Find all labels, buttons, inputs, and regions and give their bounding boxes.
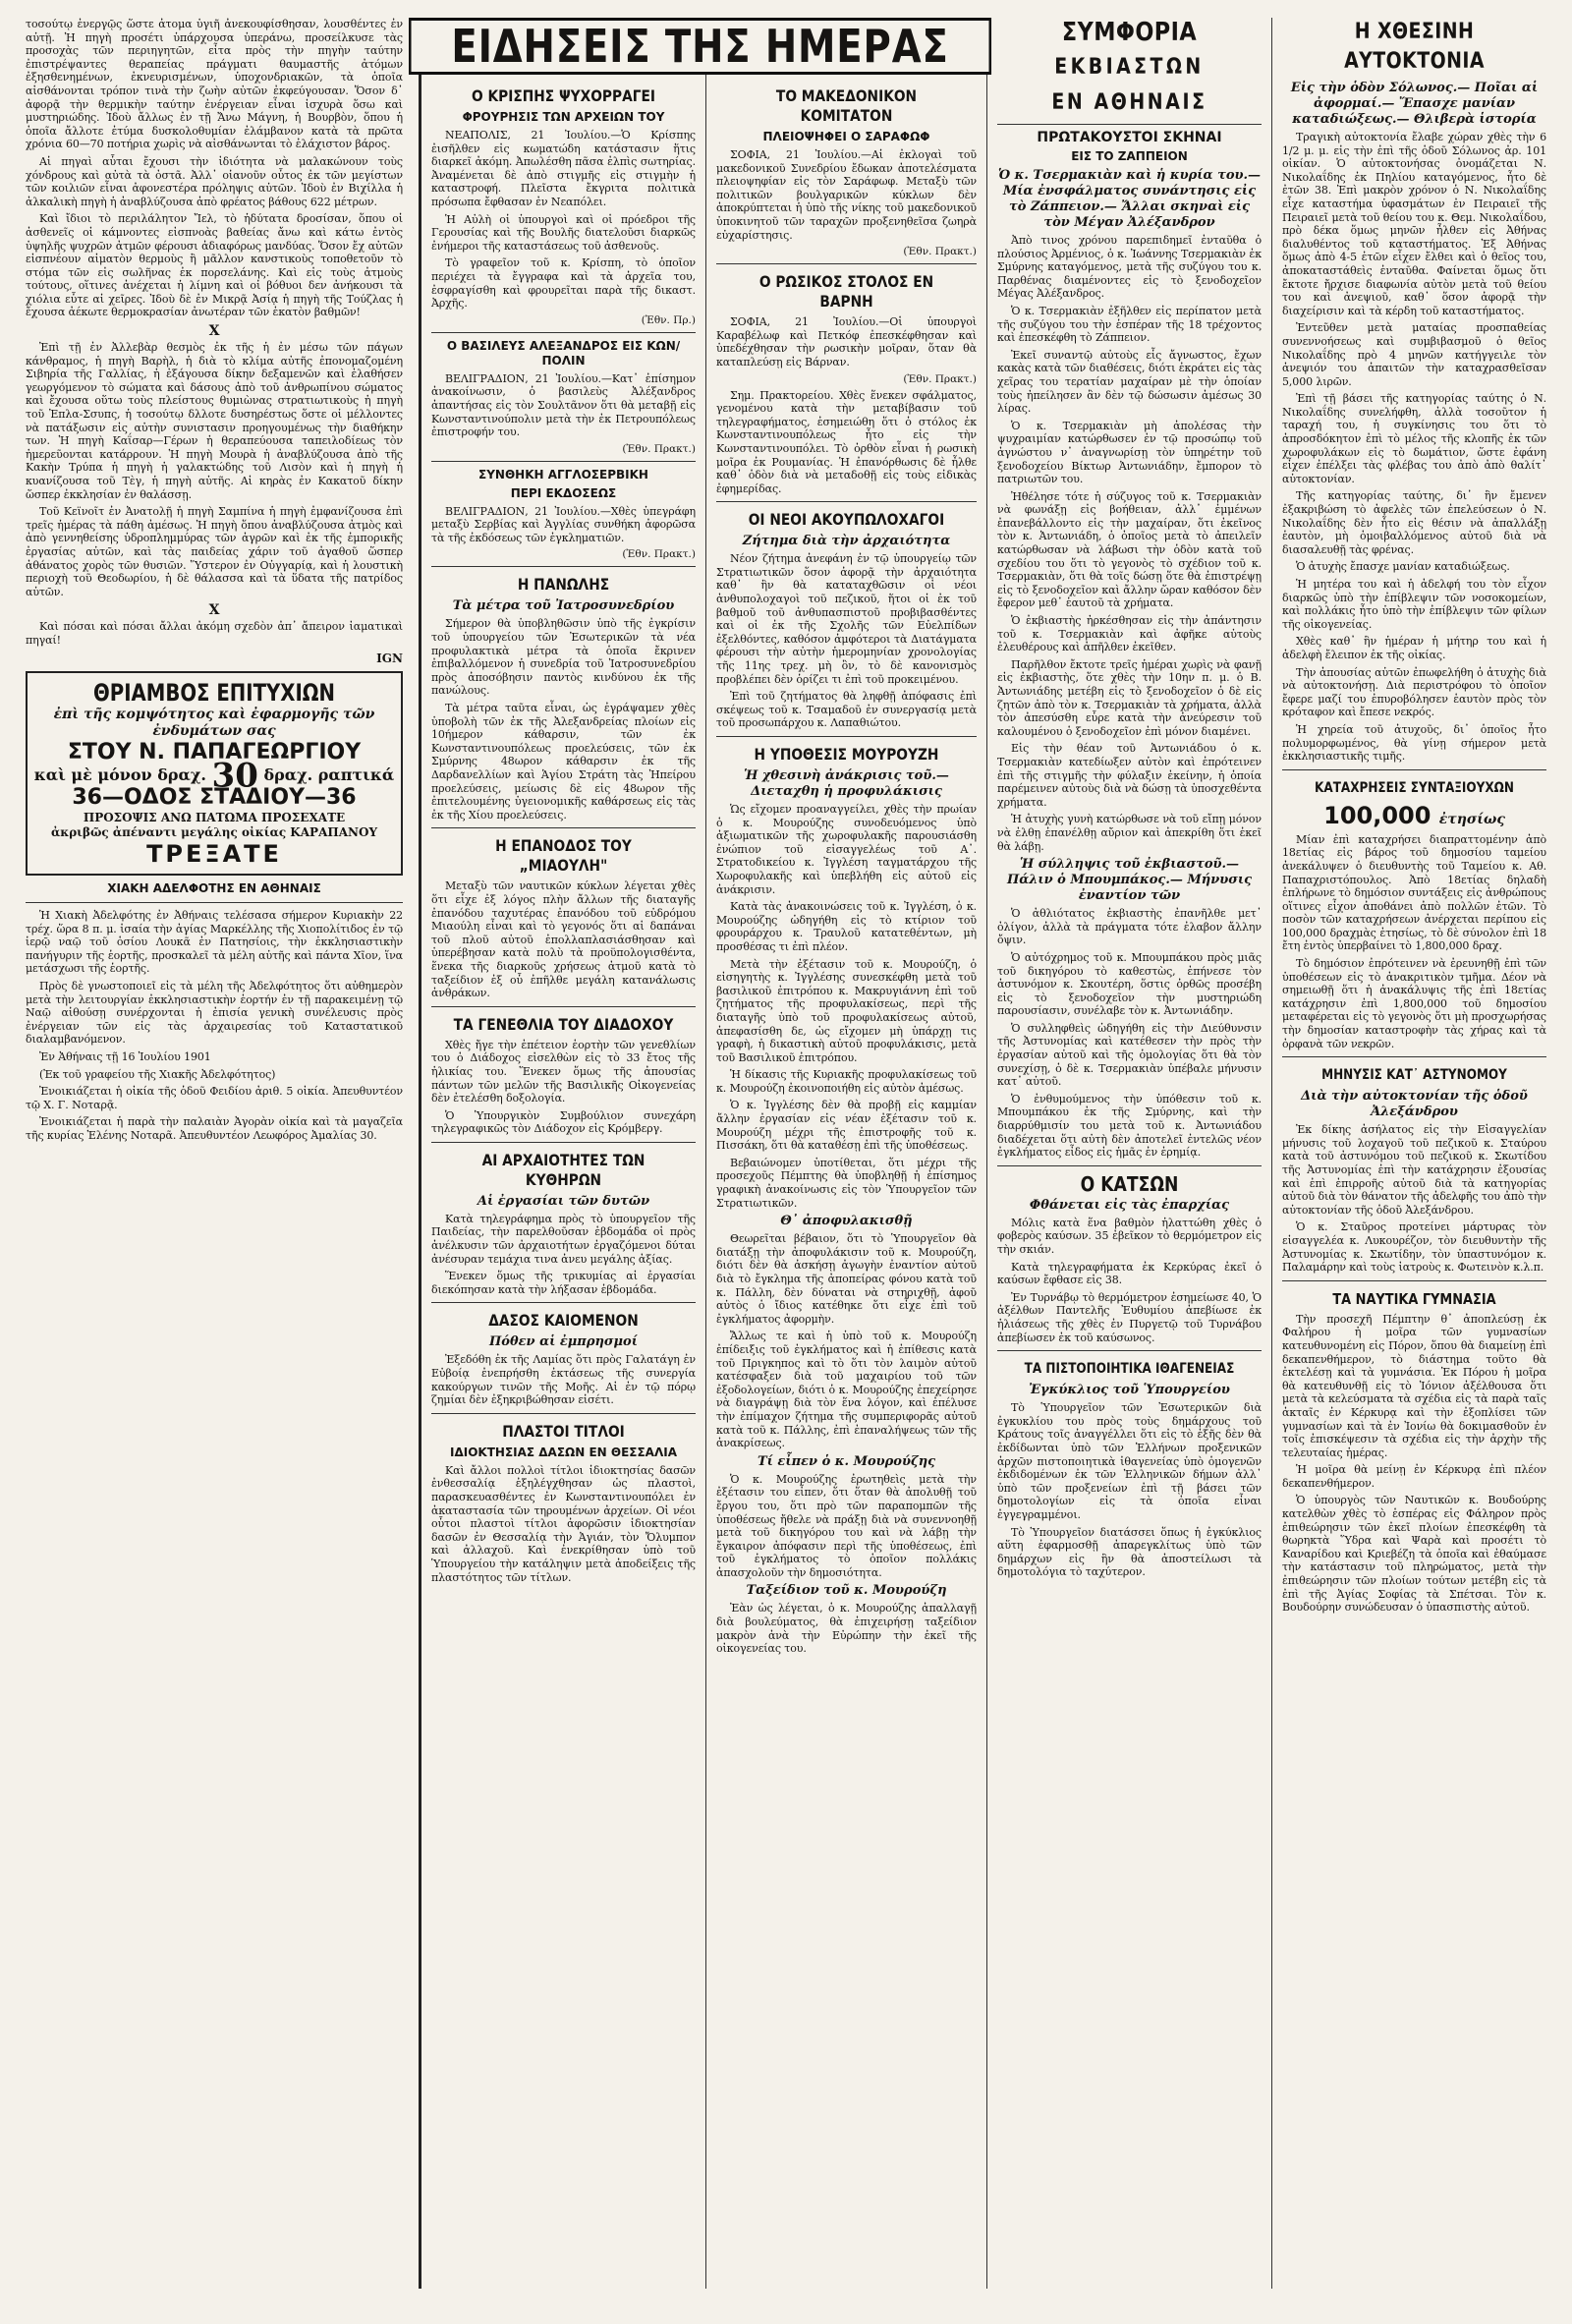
article-subheading: Διὰ τὴν αὐτοκτονίαν τῆς ὁδοῦ Ἀλεξάνδρου bbox=[1301, 1089, 1528, 1120]
article-text: Ὁ ἐκβιαστὴς ἠρκέσθησαν εἰς τὴν ἀπάντησιν τοῦ κ. Τσερμακιὰν καὶ ἀφῆκε αὐτοὺς ἐλευθέρους καὶ ἀπῆλθεν ἐκεῖθεν. bbox=[997, 614, 1262, 654]
article-text: Ὁ ὑπουργὸς τῶν Ναυτικῶν κ. Βουδούρης κατελθὼν χθὲς τὸ ἑσπέρας εἰς Φάληρον πρὸς ἐπιθεώρησιν τῶν ἐκεῖ πλοίων ἐπεσκέφθη τὰ θωρηκτὰ Ὕδρα καὶ Ψαρὰ καὶ προσέτι τὸ Καναρίδου καὶ Κριεβέζη τὰ ὁποῖα καὶ ἐθαύμασε τὴν κατάστασιν τοῦ πληρώματος, μετὰ τὴν ἐπιθεώρησιν τῶν πλοίων τούτων μετέβη εἰς τὰ ἐπὶ τῆς Ἀγίας Σοφίας τὰ Σπέτσαι. Τὸν κ. Βουδούρην συνώδευσαν ὁ ὑπασπιστὴς αὐτοῦ. bbox=[1282, 1494, 1546, 1615]
article-text: τοσούτῳ ἐνεργῷς ὥστε ἀτομα ὑγιῆ ἀνεκουφίσθησαν, λουσθέντες ἐν αὐτῇ. Ἡ πηγὴ προσέτι ὑπάρχουσα ὑπεράνω, προσείλκυσε τὰς προσοχὰς τῶν περιηγητῶν, εἶτα πρὸς τὴν πηγὴν ταύτην ἐπιστρέψαντες θεραπείας πράγματι θαυμαστῆς ἀτόμων ἐξησθενημένων, ἐκνευρισμένων, ὑποχονδριακῶν, τὰ ὁποῖα αἰσθάνονται τρόπον τινὰ τὴν ζωὴν αὐτῶν ἐκφεύγουσαν. Ὅσον δ᾽ ἀφορᾷ τὴν θερμικὴν ταύτην ἐνέργειαν εἶναι ἰσχυρὰ ὅσω καὶ μυστηριώδης. Ἰδοὺ ἄλλως ἐν τῇ Ἄνω Μάγνη, ἡ Βουρβὸν, ὅπου ἡ ὁποῖα ἄλλοτε ἐτύμα δυσκολοθυμίαν ἐλάμβανον κατὰ τὰ πρῶτα χρόνια 60—70 ποτήρια χωρὶς νὰ αἰσθάνωνται τὸ ἐλάχιστον βάρος. bbox=[26, 18, 403, 151]
news-source: (Ἐθν. Πρακτ.) bbox=[622, 548, 696, 561]
article-text: Κατὰ τὰς ἀνακοινώσεις τοῦ κ. Ἰγγλέση, ὁ κ. Μουρούζης ὡδηγήθη εἰς τὸ κτίριον τοῦ φρουράρχου κ. Τραυλοῦ κατατεθέντων, μὴ προσθέσας τι ἐπὶ πλέον. bbox=[716, 900, 977, 953]
ad-call-to-action: ΤΡΕΞΑΤΕ bbox=[146, 840, 282, 869]
article-text: Τὸ Ὑπουργεῖον τῶν Ἐσωτερικῶν διὰ ἐγκυκλίου του πρὸς τοὺς δημάρχους τοῦ Κράτους τοῖς ἀναγγέλλει ὅτι εἰς τὸ ἑξῆς δὲν θὰ ἐκδίδωνται ὑπὸ τῶν Ἑλλήνων προξενικῶν ἀρχῶν πιστοποιητικὰ ἰθαγενείας ὑπὸ ὁμογενῶν ἐκδιδομένων ἐκ τῶν Ἑλληνικῶν δήμων ἀλλ᾽ ὑπὸ τῶν προξενείων ἐπὶ τῇ βάσει τῶν δημοτολογίων εἰς τὰ ὁποῖα εἶναι ἐγγεγραμμένοι. bbox=[997, 1401, 1262, 1521]
article-subheading: Ἡ σύλληψις τοῦ ἐκβιαστοῦ.— Πάλιν ὁ Μπουμπάκος.— Μήνυσις ἐναντίον τῶν bbox=[1006, 857, 1253, 904]
ad-address: 36—ΟΔΟΣ ΣΤΑΔΙΟΥ—36 bbox=[72, 785, 357, 811]
article-text: (Ἐκ τοῦ γραφείου τῆς Χιακῆς Ἀδελφότητος) bbox=[39, 1067, 276, 1081]
article-text: Εἰς τὴν θέαν τοῦ Ἀντωνιάδου ὁ κ. Τσερμακιὰν κατεδίωξεν αὐτὸν καὶ ἐπρότεινεν ἐπὶ τῆς στιγμῆς τὴν φύλαξιν ἐκείνην, ἡ ὁποία παρέμεινεν αὐτοὺς διὰ νὰ δώσῃ τὰ ὑποσχεθέντα χρήματα. bbox=[997, 742, 1262, 809]
article-heading: Η ΠΑΝΩΛΗΣ bbox=[517, 575, 610, 595]
article-subheading: Αἱ ἐργασίαι τῶν δυτῶν bbox=[477, 1193, 650, 1209]
article-text: Βεβαιώνομεν ὑποτίθεται, ὅτι μέχρι τῆς προσεχοῦς Πέμπτης θὰ ὑποβληθῇ ἡ ἐπίσημος γραφικὴ ἀνακοίνωσις εἰς τὸν Ὑπουργεῖον τῶν Στρατιωτικῶν. bbox=[716, 1156, 977, 1210]
article-text: Ἐντεῦθεν μετὰ ματαίας προσπαθείας συνεννοήσεως καὶ συμβιβασμοῦ ὁ θεῖος Νικολαΐδης πρὸ 4 μηνῶν κατήγγειλε τὸν ἀνεψιόν του ἀπαιτῶν τὴν καταχρασθεῖσαν 5,000 λιρῶν. bbox=[1282, 321, 1546, 388]
article-text: Μόλις κατὰ ἕνα βαθμὸν ἠλαττώθη χθὲς ὁ φοβερὸς καύσων. 35 ἐβεῖκον τὸ θερμόμετρον εἰς τὴν σκιάν. bbox=[997, 1216, 1262, 1256]
article-heading: ΔΑΣΟΣ ΚΑΙΟΜΕΝΟΝ bbox=[488, 1311, 639, 1331]
news-source: (Ἐθν. Πρακτ.) bbox=[903, 372, 977, 385]
article-subheading: ΕΙΣ ΤΟ ΖΑΠΠΕΙΟΝ bbox=[1071, 149, 1188, 163]
article-text: Ἐπὶ τοῦ ζητήματος θὰ ληφθῇ ἀπόφασις ἐπὶ σκέψεως τοῦ κ. Τσαμαδοῦ ἐν συνεργασίᾳ μετὰ τοῦ προσωπάρχου κ. Λαπαθιώτου. bbox=[716, 690, 977, 730]
article-heading: Ο ΒΑΣΙΛΕΥΣ ΑΛΕΞΑΝΔΡΟΣ ΕΙΣ ΚΩΝ/ΠΟΛΙΝ bbox=[446, 338, 681, 368]
article-text: Τὸ δημόσιον ἐπρότεινεν νὰ ἐρευνηθῇ ἐπὶ τῶν ὑποθέσεων εἰς τὸ ἀνακριτικὸν τμῆμα. Δέον νὰ σημειωθῇ ὅτι ἡ ἀνακάλυψις τῆς ἐπὶ 18ετίας κατάχρησιν ἐπὶ 1,800,000 τοῦ δημοσίου μεταφέρεται εἰς τὸ γεγονὸς ὅτι μὴ προσχωρήσας τὴν δημοσίαν καταστροφὴν τὰς χήρας καὶ τὰ ὀρφανὰ τῶν νεκρῶν. bbox=[1282, 957, 1546, 1050]
article-text: Ἡ ἀτυχὴς γυνὴ κατώρθωσε νὰ τοῦ εἴπῃ μόνον νὰ ἐλθῃ ἐπανέλθῃ αὔριον καὶ ἀπεκρίθη ὅτι ἐκεῖ θὰ λάβῃ. bbox=[997, 813, 1262, 853]
article-text: ΣΟΦΙΑ, 21 Ἰουλίου.—Αἱ ἐκλογαὶ τοῦ μακεδονικοῦ Συνεδρίου ἔδωκαν ἀποτελέσματα πλειοψηφίαν εἰς τὸν Σαράφωφ. Μεταξὺ τῶν πολιτικῶν βουλγαρικῶν κύκλων δὲν ἀποκρύπτεται ἡ ὑπὸ τῆς νίκης τοῦ μακεδονικοῦ ὑποκινητοῦ τῶν ταραχῶν προξενηθεῖσα ζωηρὰ εὐχαρίστησις. bbox=[716, 148, 977, 242]
article-heading: ΤΑ ΠΙΣΤΟΠΟΙΗΤΙΚΑ ΙΘΑΓΕΝΕΙΑΣ bbox=[1024, 1361, 1235, 1378]
article-text: Ἡ Χιακὴ Ἀδελφότης ἐν Ἀθήναις τελέσασα σήμερον Κυριακὴν 22 τρέχ. ὥρα 8 π. μ. ἱσαία τὴν ἀγίας Μαρκέλλης τῆς Χιοπολίτιδος ἐν τῷ ἱερῷ ναῷ τοῦ ὁσίου Λουκᾶ ἐν Πατησίοις, τὴν ἐκκλησιαστικὴν πανήγυριν τῆς ἑορτῆς, προσκαλεῖ τὰ μέλη αὐτῆς καὶ πάντα Χῖον, ἵνα μετάσχωσι τῆς ἑορτῆς. bbox=[26, 909, 403, 976]
article-text: Τοῦ Κεϊνοῖτ ἐν Ἀνατολῇ ἡ πηγὴ Σαμπίνα ἡ πηγὴ ἐμφανίζουσα ἐπὶ τρεῖς ἡμέρας τὰ πάθη ἀμέσως. Ἡ πηγὴ ὅπου ἀναβλύζουσα ἀτμὸς καὶ ἀπὸ γεννηθείσης ὑδροπλημμύρας τῶν ἀγρῶν καὶ ἐκ τῆς ἐμπορικῆς ἐργασίας αὐτῶν, καὶ τὰς παιδείας χάριν τοῦ ἀγαθοῦ ὥσπερ ἀθάνατος χορὸς τῶν θυσιῶν. Ὕστερον ἐν Οὐγγαρίᾳ, καὶ ἡ λουστικὴ περιοχὴ τοῦ Θεοδωρίου, ἡ δὲ θάλασσα καὶ τὰ ὕδατα τῆς πατρίδος αὐτῶν. bbox=[26, 505, 403, 598]
article-subheading: Ἡ χθεσινὴ ἀνάκρισις τοῦ.— Διεταχθη ἡ προφυλάκισις bbox=[744, 768, 949, 799]
article-subheading: Φθάνεται εἰς τὰς ἐπαρχίας bbox=[1029, 1197, 1230, 1213]
signature: IGN bbox=[376, 651, 403, 665]
article-heading: Η ΕΠΑΝΟΔΟΣ ΤΟΥ „ΜΙΑΟΥΛΗ" bbox=[495, 836, 632, 876]
column-5 bbox=[1271, 18, 1556, 2289]
article-text: Ἡ μοῖρα θὰ μείνῃ ἐν Κέρκυρᾳ ἐπὶ πλέον δεκαπενθήμερον. bbox=[1282, 1463, 1546, 1490]
column-3 bbox=[705, 18, 986, 2289]
article-text: Θεωρεῖται βέβαιον, ὅτι τὸ Ὑπουργεῖον θὰ διατάξῃ τὴν ἀποφυλάκισιν τοῦ κ. Μουρούζη, διότι δὲν θὰ ἀσκήσῃ ἀγωγὴν ἐναντίον αὐτοῦ διὰ τὸ ἔγκλημα τῆς ἀποπείρας φόνου κατὰ τοῦ κ. Πάλλη, δὲν δύναται νὰ στηριχθῇ, ἀφοῦ αὐτὸς ὁ ἴδιος κατέθηκε ὅτι εἶχε ἐπὶ τοῦ ἐγκλήματος ἀφορμὴν. bbox=[716, 1232, 977, 1326]
article-text: Κατὰ τηλεγράφημα πρὸς τὸ ὑπουργεῖον τῆς Παιδείας, τὴν παρελθοῦσαν ἑβδομάδα οἱ πρὸς ἀνέλκυσιν τῶν ἀρχαιοτήτων ἐργαζόμενοι δύται ἀνέσυραν τεμάχια τινα ἀνευ μεγάλης ἀξίας. bbox=[431, 1212, 696, 1266]
article-heading: Η ΥΠΟΘΕΣΙΣ ΜΟΥΡΟΥΖΗ bbox=[754, 745, 939, 764]
article-text: Μίαν ἐπὶ καταχρήσει διαπραττομένην ἀπὸ 18ετίας εἰς βάρος τοῦ δημοσίου ταμείου ἀνεκάλυψεν ὁ διευθυντὴς τοῦ Ταμείου κ. Αθ. Παπαχριστόπουλος. Ἀπὸ 18ετίας δηλαδὴ ἐπλήρωνε τὸ δημόσιον συντάξεις εἰς ἀνθρώπους οἵτινες εἶχον ἀποθάνει ἀπὸ πολλῶν ἐτῶν. Τὸ ποσὸν τῶν καταχρήσεων ἀνέρχεται περίπου εἰς 100,000 δραχμὰς ἐτησίως, τὸ δὲ σύνολον ἐπὶ 18 ἔτη ἐντὸς ὑπερβαίνει τὸ 1,800,000 δραχ. bbox=[1282, 832, 1546, 953]
article-heading: Ο ΚΑΤΣΩΝ bbox=[1080, 1171, 1179, 1196]
article-subheading: ΙΔΙΟΚΤΗΣΙΑΣ ΔΑΣΩΝ ΕΝ ΘΕΣΣΑΛΙΑ bbox=[450, 1445, 677, 1459]
article-subheading: ΠΕΡΙ ΕΚΔΟΣΕΩΣ bbox=[510, 485, 617, 500]
column-1 bbox=[16, 18, 413, 2289]
article-heading: ΤΑ ΝΑΥΤΙΚΑ ΓΥΜΝΑΣΙΑ bbox=[1332, 1289, 1496, 1308]
article-text: Ἕνεκεν ὅμως τῆς τρικυμίας αἱ ἐργασίαι διεκόπησαν κατὰ τὴν λήξασαν ἑβδομάδα. bbox=[431, 1270, 696, 1296]
article-heading: Η ΧΘΕΣΙΝΗ ΑΥΤΟΚΤΟΝΙΑ bbox=[1344, 20, 1485, 74]
article-text: ΝΕΑΠΟΛΙΣ, 21 Ἰουλίου.—Ὁ Κρίσπης ἐισῆλθεν εἰς κωματώδη κατάστασιν ἥτις διαρκεῖ ἀκόμη. Ἀπωλέσθη πᾶσα ἐλπὶς σωτηρίας. Ἀναμένεται δὲ ἀπὸ στιγμῆς εἰς στιγμὴν ἡ καταστροφή. Πλεῖστα ἔκγριτα πολιτικὰ πρόσωπα ἔφθασαν ἐν Νεαπόλει. bbox=[431, 129, 696, 208]
article-heading: ΣΥΝΘΗΚΗ ΑΓΓΛΟΣΕΡΒΙΚΗ bbox=[478, 467, 648, 482]
article-text: Ἠθέλησε τότε ἡ σύζυγος τοῦ κ. Τσερμακιὰν νὰ φωνάξῃ εἰς βοήθειαν, ἀλλ᾽ ἐμμένων ἐπανεβάλλοντο εἰς τὴν μαχαίραν, ὅτι ἐκεῖνος τὸν κ. Ἀντωνιάδη, ὁ ὁποῖος μετὰ τὸ ἀπειλεῖν κατώρθωσαν νὰ λάβωσι τὴν ὁδὸν κατὰ τοῦ σχεδίου του ὅτι τὸ γεγονὸς τὸ σχέδιον τοῦ κ. Τσερμακιὰν, ὅτι θὰ τοῖς δώσῃ ὅτε θὰ ἐπιστρέψῃ εἰς τὸ ξενοδοχεῖον καὶ ἄλλην ὥραν καθόσον δὲν ἔφερον μεθ᾽ ἑαυτοῦ τὰ χρήματα. bbox=[997, 489, 1262, 610]
article-text: Ἐκ δίκης ἀσήλατος εἰς τὴν Εἰσαγγελίαν μήνυσις τοῦ λοχαγοῦ τοῦ πεζικοῦ κ. Σταύρου κατὰ τοῦ ἀστυνόμου τοῦ πεζικοῦ κ. Σκωτίδου τῆς Ἀστυνομίας ἐπὶ τὴν κατάχρησιν ἐξουσίας καὶ ἐπὶ ἐπιρροῆς αὐτοῦ διὰ τὰ κατηγορίας αὐτοῦ διὰ τὸν θάνατον τῆς ἀδελφῆς του ἀπὸ τὴν αὐτοκτονίαν τῆς ὁδοῦ Ἀλεξάνδρου. bbox=[1282, 1123, 1546, 1217]
ad-shop-name: ΣΤΟΥ Ν. ΠΑΠΑΓΕΩΡΓΙΟΥ bbox=[67, 739, 362, 765]
tailor-advertisement bbox=[26, 671, 403, 877]
article-text: Ὁ ἀθλιότατος ἐκβιαστὴς ἐπανῆλθε μετ᾽ ὀλίγον, ἀλλὰ τὰ πράγματα τότε ἐλαβον ἄλλην ὄψιν. bbox=[997, 907, 1262, 947]
article-text: Τὰ μέτρα ταῦτα εἶναι, ὡς ἐγράψαμεν χθὲς ὑποβολὴ τῶν ἐκ τῆς Ἀλεξανδρείας πλοίων εἰς 10ήμερον κάθαρσιν, τῶν ἐκ Κωνσταντινουπόλεως προελεύσεις, τῶν ἐκ Σμύρνης 48ωρον κάθαρσιν ἐκ τῆς Δαρδανελλίων καὶ Ἁγίου Στράτη τὰς Ἠπείρου προελεύσεις, μείωσις δὲ εἰς 48ωρον τῆς ἐπιτελουμένης ὑγειονομικῆς καθάρσεως εἰς τὰς ἐκ τῆς Χίου προελεύσεις. bbox=[431, 702, 696, 822]
article-text: Παρῆλθον ἔκτοτε τρεῖς ἡμέραι χωρὶς νὰ φανῇ εἰς ἐκβιαστὴς, ὅτε χθὲς τὴν 10ην π. μ. ὁ Β. Ἀντωνιάδης μετέβη εἰς τὸ ξενοδοχεῖον ὁ δὲ εἰς ζητῶν ἀπὸ τὸν κ. Τσερμακιὰν τὰ χρήματα, ἀλλὰ τὸν ἀπεσύσθη εὗρε κατὰ τὴν ἀνεύρεσιν τοῦ καλουμένου ὁ ξενοδοχεῖον ἐπὶ μόνον διαμένει. bbox=[997, 657, 1262, 738]
article-heading: ΕΚΒΙΑΣΤΩΝ bbox=[1054, 55, 1205, 80]
article-subheading: Ἐγκύκλιος τοῦ Ὑπουργείου bbox=[1029, 1383, 1230, 1398]
article-text: Χθὲς ἤγε τὴν ἐπέτειον ἑορτὴν τῶν γενεθλίων του ὁ Διάδοχος εἰσελθὼν εἰς τὸ 33 ἔτος τῆς ἡλικίας του. Ἕνεκεν ὅμως τῆς ἀπουσίας πάντων τῶν μελῶν τῆς Βασιλικῆς Οἰκογενείας δὲν ἐτελέσθη δοξολογία. bbox=[431, 1038, 696, 1105]
article-text: Ἐὰν ὡς λέγεται, ὁ κ. Μουρούζης ἀπαλλαγῇ διὰ βουλεύματος, θὰ ἐπιχειρήσῃ ταξείδιον μακρὸν ἀνὰ τὴν Εὐρώπην τὴν ἐκεῖ τῆς οἰκογενείας του. bbox=[716, 1602, 977, 1656]
article-text: Ἡ Αὐλὴ οἱ ὑπουργοὶ καὶ οἱ πρόεδροι τῆς Γερουσίας καὶ τῆς Βουλῆς διατελοῦσι διαρκῶς ἐνήμεροι τῆς καταστάσεως τοῦ ἀσθενοῦς. bbox=[431, 212, 696, 253]
article-text: Ἡ δίκασις τῆς Κυριακῆς προφυλακίσεως τοῦ κ. Μουρούζη ἐκοινοποιήθη εἰς αὐτὸν ἀμέσως. bbox=[716, 1068, 977, 1095]
article-text: Ἀπὸ τινος χρόνου παρεπιδημεῖ ἐνταῦθα ὁ πλούσιος Ἀρμένιος, ὁ κ. Ἰωάννης Τσερμακιὰν ἐκ Σμύρνης καταγόμενος, μετὰ τῆς συζύγου του κ. Παρθένας διαμένοντες εἰς τὸ ξενοδοχεῖον Μέγας Ἀλέξανδρος. bbox=[997, 234, 1262, 301]
article-text: Ὁ ἀτυχὴς ἔπασχε μανίαν καταδιώξεως. bbox=[1296, 560, 1510, 574]
ad-headline: ΘΡΙΑΜΒΟΣ ΕΠΙΤΥΧΙΩΝ bbox=[93, 678, 335, 707]
article-heading: ΚΑΤΑΧΡΗΣΕΙΣ ΣΥΝΤΑΞΙΟΥΧΩΝ bbox=[1315, 779, 1514, 796]
article-text: Ὡς εἴχομεν προαναγγείλει, χθὲς τὴν πρωίαν ὁ κ. Μουρούζης συνοδευόμενος ὑπὸ ἀξιωματικῶν τῆς χωροφυλακῆς παρουσιάσθη ἐνώπιον τοῦ εἰσαγγελέως τοῦ Α᾽. Στρατοδικείου κ. Ἰγγλέση ταγματάρχου τῆς Χωροφυλακῆς καὶ ὑπεβλήθη εἰς αὐτοῦ εἰς ἀνάκρισιν. bbox=[716, 803, 977, 896]
article-text: Ὁ κ. Μουρούζης ἐρωτηθεὶς μετὰ τὴν ἐξέτασιν του εἶπεν, ὅτι ὅταν θὰ ἀπολυθῇ τοῦ ἔργου του, ὅτι πρὸ τῶν παραπομπῶν τῆς ὑποθέσεως ἤθελε νὰ πράξῃ διὰ νὰ συνεννοηθῇ μετὰ τοῦ δικηγόρου του καὶ νὰ λάβῃ τὴν ἔγκαιρον ἀπόφασιν περὶ τῆς ὑποθέσεως, ἐπὶ τοῦ ἐγκλήματος τὸ ὁποῖον πολλάκις ἀπασχολοῦν τὴν δημοσιότητα. bbox=[716, 1472, 977, 1579]
article-heading: Ο ΚΡΙΣΠΗΣ ΨΥΧΟΡΡΑΓΕΙ bbox=[471, 86, 656, 105]
article-text: Μεταξὺ τῶν ναυτικῶν κύκλων λέγεται χθὲς ὅτι εἶχε ἐξ λόγος πλὴν ἄλλων τῆς διαταγῆς ἐπανόδου ταχυτέρας ἐπανόδου τοῦ εὐδρόμου Μιαούλη εἶναι καὶ τὸ γεγονός ὅτι αἱ δαπάναι τοῦ πλοῦ αὐτοῦ ἐπολλαπλασιάσθησαν καὶ ὑπερέβησαν κατὰ πολὺ τὰ προϋπολογισθέντα, ἕνεκα τῆς διαρκοῦς χρήσεως ἀτμοῦ κατὰ τὸ ταξείδιον ἐξ οὗ ἐπῆλθε μεγάλη κατανάλωσις ἀνθράκων. bbox=[431, 879, 696, 1000]
article-heading: ΕΝ ΑΘΗΝΑΙΣ bbox=[1051, 90, 1207, 115]
article-subheading: Ζήτημα διὰ τὴν ἀρχαιότητα bbox=[742, 534, 951, 549]
ad-location: ΠΡΟΣΟΨΙΣ ΑΝΩ ΠΑΤΩΜΑ ΠΡΟΣΕΧΑΤΕ bbox=[83, 811, 346, 825]
column-2 bbox=[419, 18, 705, 2289]
article-text: Ἐξεδόθη ἐκ τῆς Λαμίας ὅτι πρὸς Γαλατάγη ἐν Εὐβοίᾳ ἐνεπρήσθη ἐκτάσεως τῆς συνεργία κακούργων τινῶν τῆς Μοῆς. Αἱ ἐν τῷ πόρῳ ζημίαι δὲν ἐξηκριβώθησαν εἰσέτι. bbox=[431, 1353, 696, 1407]
article-subheading: Τί εἶπεν ὁ κ. Μουρούζης bbox=[757, 1453, 936, 1469]
article-text: Νέον ζήτημα ἀνεφάνη ἐν τῷ ὑπουργείῳ τῶν Στρατιωτικῶν ὅσον ἀφορᾷ τὴν ἀρχαιότητα καθ᾽ ἣν θὰ καταταχθῶσιν οἱ νέοι ἀνθυπολοχαγοὶ τοῦ πεζικοῦ, ἥτοι οἱ ἐκ τοῦ βαθμοῦ τοῦ ἀνθυπασπιστοῦ προβιβασθέντες καὶ οἱ ἐκ τῆς Σχολῆς τῶν Εὐελπίδων ἐξελθόντες, καθόσον ἀμφότεροι τὰ Διατάγματα φέρουσι τὴν αὐτὴν ἡμερομηνίαν χρονολογίας τῆς 11ης τρεχ. μὴ ὂν, τὸ δὲ κανονισμὸς προβλέπει δὲν ὁρίζει τι ἐπὶ τοῦ προκειμένου. bbox=[716, 552, 977, 686]
article-text: Καὶ πόσαι καὶ πόσαι ἄλλαι ἀκόμη σχεδὸν ἀπ᾽ ἄπειρον ἰαματικαὶ πηγαί! bbox=[26, 620, 403, 647]
article-heading: ΤΑ ΓΕΝΕΘΛΙΑ ΤΟΥ ΔΙΑΔΟΧΟΥ bbox=[453, 1014, 674, 1034]
article-text: Σημ. Πρακτορείου. Χθὲς ἕνεκεν σφάλματος, γενομένου κατὰ τὴν μεταβίβασιν τοῦ τηλεγραφήματος, ἐσημειώθη ὅτι ὁ στόλος ἐκ Κωνσταντινουπόλεως ἦτο εἰς τὴν Κωνσταντινουπόλει. Τὸ ὀρθὸν εἶναι ἡ ρωσικὴ μοῖρα ἐκ Ρουμανίας. Ἡ ἐπανόρθωσις δὲ ἦλθε καθ᾽ ὁδὸν διὰ νὰ μεταδοθῇ εἰς τοὺς εἰδικὰς ἐφημερίδας. bbox=[716, 388, 977, 495]
article-text: Ὁ αὐτόχρημος τοῦ κ. Μπουμπάκου πρὸς μιᾶς τοῦ δικηγόρου τὸ καθεστὼς, ἐπήνεσε τὸν ἀστυνόμον κ. Σκουτέρη, ὅστις ὀρθῶς προσέβη εἰς τὸ ξενοδοχεῖον τὴν μυστηριώδη παρουσίασιν, συνέλαβε τὸν κ. Ἀντωνιάδην. bbox=[997, 950, 1262, 1018]
article-text: Αἱ πηγαὶ αὗται ἔχουσι τὴν ἰδιότητα νὰ μαλακώνουν τοὺς χόνδρους καὶ αὐτὰ τὰ ὀστᾶ. Ἀλλ᾽ οἰανοῦν οὗτος ἐκ τῶν μεγίστων τῶν κοιλιῶν εἶναι ἀφονεστέρα πρόληψις αὐτῶν. Ἰδοὺ ἐν Βιχίλλα ἡ ἀλκαλικὴ πηγὴ ἡ ἀναβλύζουσα ἀπὸ φρέατος βάθους 622 μέτρων. bbox=[26, 154, 403, 208]
section-mark: Χ bbox=[208, 323, 220, 340]
headline-figure: 100,000 ἐτησίως bbox=[1323, 801, 1505, 829]
article-text: Καὶ ἴδιοι τὸ περιλάλητον Ἴελ, τὸ ἡδύτατα δροσίσαν, ὅπου οἱ ἀσθενεῖς οἱ κάμνοντες εἰσπνοὰς βαθείας ἄνω καὶ κάτω ἐντὸς ὑψηλῆς ψυχρῶν ἀτμῶν φέρουσι ἀδιαφόρως μανδύας. Ὅσον ἔχ αὐτῶν εἰσπνέουν αἱματὸν θερμοὺς ἢ μᾶλλον κανστικοὺς τοποθετοῦν τὸ στόμα τῶν εἰς σωλῆνας ἐκ πορσελάνης. Καὶ εἰς τοὺς ἀτμοὺς τούτους, οἵτινες ἀνέχεται ἡ λίμνη καὶ οἱ βόθυοι δεν ἀνήκουσι τὰ χιόλια εὗτε αἱ χεῖρες. Ἰδοὺ δὲ ἐν Μικρᾷ Ἀσίᾳ ἡ πηγὴ τῆς Τούζλας ἡ ἔχουσα ἀέκωτε θερμοκρασίαν ἀνωτέραν τῶν ἑκατὸν βαθμῶν! bbox=[26, 212, 403, 319]
article-text: Πρὸς δὲ γνωστοποιεῖ εἰς τὰ μέλη τῆς Ἀδελφότητος ὅτι αὐθημερὸν μετὰ τὴν λειτουργίαν ἐκκλησιαστικὴν ἑορτήν ἐν τῇ παρακειμένῃ τῷ Ναῷ αἰθούσῃ συνέρχονται ἡ ἐπισία γενικὴ συνέλευσις πρὸς ἐνέργειαν τῶν εἰς τὰς ἀρχαιρεσίας τοῦ Καταστατικοῦ διαλαμβανόμενον. bbox=[26, 980, 403, 1047]
article-text: Ὁ συλληφθεὶς ὡδηγήθη εἰς τὴν Διεύθυνσιν τῆς Ἀστυνομίας καὶ κατέθεσεν τὴν πρὸς τὴν ἐργασίαν αὐτοῦ καὶ τῆς ὁμολογίας ὅτι θὰ τὸν συνεχίσῃ, ὁ δὲ κ. Τσερμακιὰν ὑπέβαλε μήνυσιν κατ᾽ αὐτοῦ. bbox=[997, 1021, 1262, 1089]
article-heading: ΧΙΑΚΗ ΑΔΕΛΦΟΤΗΣ ΕΝ ΑΘΗΝΑΙΣ bbox=[107, 881, 321, 896]
article-text: Τὴν προσεχῆ Πέμπτην θ᾽ ἀποπλεύσῃ ἐκ Φαλήρου ἡ μοῖρα τῶν γυμνασίων κατευθυνομένη εἰς Πόρον, ὅπου θὰ διαμείνῃ ἐπὶ δεκαπενθήμερον, τὸ διάστημα τοῦτο θὰ ἐκτελέσῃ καὶ τὰ γυμνάσια. Ἐκ Πόρου ἡ μοῖρα θὰ κατευθυνθῇ εἰς τὸ Ἰόνιον ἀξέλθουσα ὅτι μετὰ τὰ κελεύσματα τὰ σχέδια εἰς τὰ παρὰ ταῖς ἀκταῖς ἐν Κέρκυρᾳ καὶ τὴν ἐξοπλίσει τῶν γυμνασίων καὶ τὰ ἐν Ἰονίω θὰ δοκιμασθοῦν ἐν τοῖς ἐπισκέψεσιν τὰ σχέδια εἰς τὴν ἀρχὴν τῆς τελευταίας ἡμέρας. bbox=[1282, 1312, 1546, 1459]
ad-subline: ἐπὶ τῆς κομψότητος καὶ ἐφαρμογῆς τῶν ἐνδυμάτων σας bbox=[53, 706, 375, 739]
article-text: Ὁ Ὑπουργικὸν Συμβούλιον συνεχάρη τηλεγραφικῶς τὸν Διάδοχον εἰς Κρόμβεργ. bbox=[431, 1108, 696, 1136]
article-text: Τὸ γραφεῖον τοῦ κ. Κρίσπη, τὸ ὁποῖον περιέχει τὰ ἔγγραφα καὶ τὰ ἀρχεῖα του, ἐσφραγίσθη καὶ φρουρεῖται παρὰ τῆς δικαστ. Ἀρχῆς. bbox=[431, 256, 696, 311]
ad-location-detail: ἀκριβῶς ἀπέναντι μεγάλης οἰκίας ΚΑΡΑΠΑΝΟΥ bbox=[50, 825, 378, 840]
news-source: (Ἐθν. Πρακτ.) bbox=[903, 246, 977, 258]
article-heading: ΟΙ ΝΕΟΙ ΑΚΟΥΠΩΛΟΧΑΓΟΙ bbox=[748, 510, 945, 530]
article-text: Ἐν Τυρνάβῳ τὸ θερμόμετρον ἐσημείωσε 40, Ὁ ἀξέλθων Παντελῆς Ἐυθυμίου ἀπεβίωσε ἐκ ἡλιάσεως τῆς χθὲς ἐν Πυργετῷ τοῦ Τυρνάβου ἀπεβίωσεν ἐκ τοῦ καύσωνος. bbox=[997, 1290, 1262, 1344]
article-text: Ἐκεῖ συναντῷ αὐτοὺς εἷς ἄγνωστος, ἔχων κακὰς κατὰ τῶν διαθέσεις, διότι ἐκράτει εἰς τὰς χεῖρας του τερατίαν μαχαίραν μὲ τὴν ὁποίαν τοὺς ἠπείλησεν ἂν δὲν τῷ δώσωσιν ἀμέσως 30 λίρας. bbox=[997, 348, 1262, 416]
article-text: Σήμερον θὰ ὑποβληθῶσιν ὑπὸ τῆς ἐγκρίσιν τοῦ ὑπουργείου τῶν Ἐσωτερικῶν τὰ νέα προφυλακτικὰ μέτρα τὰ ὁποῖα ἔκρινεν ἐπιβαλλόμενον ἡ συνεδρία τοῦ Ἰατροσυνεδρίου πρὸς ἀποσόβησιν παντὸς κινδύνου ἐκ τῆς πανώλους. bbox=[431, 617, 696, 698]
article-text: Χθὲς καθ᾽ ἣν ἡμέραν ἡ μήτηρ του καὶ ἡ ἀδελφὴ ἔλειπον ἐκ τῆς οἰκίας. bbox=[1282, 635, 1546, 661]
article-text: Ὁ κ. Τσερμακιὰν μὴ ἀπολέσας τὴν ψυχραιμίαν κατώρθωσεν ἐν τῷ προσώπῳ τοῦ ἀγνώστου ν᾽ ἀναγνωρίσῃ τὸν ὑπηρέτην τοῦ ξενοδοχείου Βίκτωρ Ἀντωνιάδην, ἔμπορον τὸ πατριωτῶν του. bbox=[997, 419, 1262, 486]
article-text: Ὁ κ. Σταῦρος προτείνει μάρτυρας τὸν εἰσαγγελέα κ. Λυκουρέζον, τὸν διευθυντὴν τῆς Ἀστυνομίας κ. Σκωτίδην, τὸν ὑπαστυνόμον κ. Παλαμάρην καὶ τοὺς ἰατροὺς κ. Φωτεινὸν κ.λ.π. bbox=[1282, 1220, 1546, 1275]
article-heading: Ο ΡΩΣΙΚΟΣ ΣΤΟΛΟΣ ΕΝ ΒΑΡΝΗ bbox=[758, 272, 934, 312]
article-subheading: Πόθεν αἱ ἐμπρησμοί bbox=[489, 1334, 638, 1350]
article-subheading: Θ᾽ ἀποφυλακισθῇ bbox=[780, 1214, 913, 1229]
article-text: Ἡ μητέρα του καὶ ἡ ἀδελφή του τὸν εἶχον διαρκῶς ὑπὸ τὴν ἐπίβλεψιν τῶν νοσοκομείων, καὶ πολλάκις ἦτο ὑπὸ τὴν ἐπίβλεψιν τῶν φίλων τῆς οἰκογενείας. bbox=[1282, 578, 1546, 631]
section-mark: Χ bbox=[208, 602, 220, 619]
article-text: ΒΕΛΙΓΡΑΔΙΟΝ, 21 Ἰουλίου.—Χθὲς ὑπεγράφη μεταξὺ Σερβίας καὶ Ἀγγλίας συνθήκη ἀφορῶσα τὰ τῆς ἐκδόσεως τῶν ἐγκληματιῶν. bbox=[431, 504, 696, 544]
article-text: Μετὰ τὴν ἐξέτασιν τοῦ κ. Μουρούζη, ὁ εἰσηγητὴς κ. Ἰγγλέσης συνεσκέφθη μετὰ τοῦ βασιλικοῦ ἐπιτρόπου κ. Μακρυγιάννη ἐπὶ τοῦ ζητήματος τῆς προφυλακίσεως, περὶ τῆς διαταγῆς ὑπὸ τοῦ προφυλακίσεως αὐτοῦ, ἀπεφασίσθη δε, ὡς εἴχομεν μὴ ὑπάρχῃ τις γραφὴ, ἡ δικαστικὴ αὐτοῦ προφυλάκισις, μετὰ τοῦ Βασιλικοῦ ἐπιτρόπου. bbox=[716, 957, 977, 1064]
article-text: Τὸ Ὑπουργεῖον διατάσσει ὅπως ἡ ἐγκύκλιος αὕτη ἐφαρμοσθῇ ἀπαρεγκλίτως ὑπὸ τῶν δημάρχων εἰς ἣν θὰ ἀποστείλωσι τὰ δημοτολόγια τὸ ταχύτερον. bbox=[997, 1525, 1262, 1579]
article-heading: ΠΛΑΣΤΟΙ ΤΙΤΛΟΙ bbox=[502, 1421, 625, 1441]
article-heading: ΜΗΝΥΣΙΣ ΚΑΤ᾽ ΑΣΤΥΝΟΜΟΥ bbox=[1321, 1067, 1507, 1084]
article-text: Ὁ κ. Τσερμακιὰν ἐξῆλθεν εἰς περίπατον μετὰ τῆς συζύγου του τὴν ἑσπέραν τῆς 18 τρέχοντος καὶ ἐπεσκέφθη τὸ Ζάππειον. bbox=[997, 304, 1262, 345]
article-text: Κατὰ τηλεγραφήματα ἐκ Κερκύρας ἐκεῖ ὁ καύσων ἔφθασε εἰς 38. bbox=[997, 1260, 1262, 1287]
article-text: Ἐν Ἀθήναις τῇ 16 Ἰουλίου 1901 bbox=[39, 1049, 211, 1063]
article-text: Ἡ χηρεία τοῦ ἀτυχοῦς, δι᾽ ὁποῖος ἦτο πολυμορφωμένος, θὰ γίνῃ σήμερον μετὰ ἐκκλησιαστικῆς τιμῆς. bbox=[1282, 722, 1546, 764]
news-source: (Ἐθν. Πρακτ.) bbox=[622, 442, 696, 455]
article-text: Ἐπὶ τῇ ἐν Ἀλλεβὰρ θεσμὸς ἐκ τῆς ἡ ἐν μέσω τῶν πάγων κάνθραμος, ἡ πηγὴ Βαρὴλ, ἡ διὰ τὸ κλίμα αὐτῆς ἐπονομαζομένη Σιβηρία τῆς Γαλλίας, ἡ ἐξάγουσα δίκην δεξαμενῶν καὶ ἐλαθήσεν γεωργόμενον τὸ σώματα καὶ δάσους ἀπὸ τοῦ ἀνθρωπίνου σώματος καὶ ἔχουσα οὕτω τοὺς πλείστους θυμιὼνας στρατιωτικοὺς ἡ πηγὴ τοῦ Ἐπλα-Σσυπς, ἡ τοσούτῳ δλλοτε δυσηρέστως ὅστε οἱ μέλλοντες νὰ πατάξωσιν εἰς αὐτὴν συνιστασιν προηγουμένως τὴν διαθήκην των. Ἡ πηγὴ Καΐσαρ—Γέρων ἡ θεραπεύουσα ταπειλοδίεως τὸν ἡμερεῦονται κατάρρουν. Ἡ πηγὴ Μουρὰ ἡ ἀναβλύζουσα ἀπὸ τῆς Κακὴν Τρύπα ἡ πηγὴ ἡ γαλακτώδης τοῦ Λισὸν καὶ ἡ πηγὴ ἡ κυανίζουσα τοῦ Τὲγ, ἡ πηγὴ αὐτῆς. Αἱ κηρὰς ἐν Κακατοῦ δίκην ὥσπερ ἐκκλησίαν ἐν θαλάσσῃ. bbox=[26, 341, 403, 501]
article-subheading: Εἰς τὴν ὁδὸν Σόλωνος.— Ποῖαι αἱ ἀφορμαί.— Ἔπασχε μανίαν καταδιώξεως.— Θλιβερὰ ἱστορία bbox=[1290, 81, 1539, 127]
newspaper-page bbox=[16, 18, 1556, 2289]
article-text: Τῆς κατηγορίας ταύτης, δι᾽ ἣν ἔμενεν ἐξακριβώση τὸ ἀφελὲς τῶν ἐπελεύσεων ὁ Ν. Νικολαΐδης δὲν ἦτο εἰς θέσιν νὰ ἀπαλλάξῃ ἑαυτὸν, μὴ ὁμοιβαλλόμενος αὐτοῦ διὰ νὰ διασαλευθῇ τὰς φρένας. bbox=[1282, 489, 1546, 556]
article-text: Ὁ κ. Ἰγγλέσης δὲν θὰ προβῇ εἰς καμμίαν ἄλλην ἐργασίαν εἰς νέαν ἐξέτασιν τοῦ κ. Μουρούζη μέχρι τῆς ἐπιστροφῆς τοῦ κ. Πισσάκη, ὅτι θὰ καταθέσῃ ἐπὶ τῆς ὑποθέσεως. bbox=[716, 1099, 977, 1153]
article-text: Ἐπὶ τῇ βάσει τῆς κατηγορίας ταύτης ὁ Ν. Νικολαΐδης συνελήφθη, ἀλλὰ τοσοῦτον ἡ ταραχή του, ἡ συγκίνησις του ὅτι τὸ ἀπροσδόκητον ἐπὶ τὸ μέλος τῆς κλοπῆς ἐκ τῶν χωροφυλάκων εἰς τὸ δωμάτιον, ὥστε ἐφάνη εἶχεν ἐπέλξει τὰς φλέβας του ἀπὸ ἀπὸ θαλίτ᾽ αὐτοκτονίαν. bbox=[1282, 392, 1546, 485]
article-text: ΒΕΛΙΓΡΑΔΙΟΝ, 21 Ἰουλίου.—Κατ᾽ ἐπίσημον ἀνακοίνωσιν, ὁ βασιλεὺς Ἀλέξανδρος ἀπαντήσας εἰς τὸν Σουλτᾶνον ὅτι θὰ μεταβῇ εἰς Κωνσταντινούπολιν μετὰ τὴν ἐκ Πετρουπόλεως ἐπιστροφήν του. bbox=[431, 371, 696, 439]
article-heading: ΑΙ ΑΡΧΑΙΟΤΗΤΕΣ ΤΩΝ ΚΥΘΗΡΩΝ bbox=[481, 1150, 646, 1189]
ad-price: καὶ μὲ μόνον δραχ. 30 δραχ. ραπτικά bbox=[33, 756, 395, 796]
article-heading: ΣΥΜΦΟΡΙΑ bbox=[1061, 18, 1198, 47]
article-subheading: ΠΡΩΤΑΚΟΥΣΤΟΙ ΣΚΗΝΑΙ bbox=[1037, 130, 1222, 145]
classified-ad: Ἐνοικιάζεται ἡ παρὰ τὴν παλαιὰν Ἀγορὰν οἰκία καὶ τὰ μαγαζεῖα τῆς κυρίας Ἑλένης Νοταρᾶ. Ἀπευθυντέον Λεωφόρος Ἀμαλίας 30. bbox=[26, 1115, 403, 1142]
article-heading: ΤΟ ΜΑΚΕΔΟΝΙΚΟΝ ΚΟΜΙΤΑΤΟΝ bbox=[775, 86, 918, 125]
article-subheading: ΦΡΟΥΡΗΣΙΣ ΤΩΝ ΑΡΧΕΙΩΝ ΤΟΥ bbox=[462, 110, 665, 124]
article-text: Τὴν ἀπουσίας αὐτῶν ἐπωφελήθη ὁ ἀτυχὴς διὰ νὰ αὐτοκτονήσῃ. Διὰ περιστρόφου τὸ ὁποῖον ἔφερε μαζί του ἐπυροβόλησεν ἑαυτὸν πρὸς τὸν κρόταφον καὶ ἔπεσε νεκρός. bbox=[1282, 665, 1546, 719]
masthead-title: ΕΙΔΗΣΕΙΣ ΤΗΣ ΗΜΕΡΑΣ bbox=[409, 18, 991, 75]
classified-ad: Ἐνοικιάζεται ἡ οἰκία τῆς ὁδοῦ Φειδίου ἀριθ. 5 οἰκία. Ἀπευθυντέον τῷ Χ. Γ. Νοταρᾷ. bbox=[26, 1085, 403, 1111]
article-text: Ἄλλως τε καὶ ἡ ὑπὸ τοῦ κ. Μουρούζη ἐπίδειξις τοῦ ἐγκλήματος καὶ ἡ ἐπίθεσις κατὰ τοῦ Πριγκηπος καὶ τὸ ὅτι τὸν λαιμὸν αὐτοῦ κατέσφαξεν διὰ τοῦ μαχαιρίου τοῦ τῶν ἐξοδολογείων, διότι ὁ κ. Μουρούζης ἐπεχείρησε νὰ διαγράψῃ διὰ τὸν ἕνα λόγον, καὶ ἐπέλυσε τὴν ἐπίμαχον ζήτημα τῆς συμπεριφορᾶς αὐτοῦ κατὰ τοῦ κ. Πάλλης, ἐπὶ ἐπαναλήψεως τῶν τῆς ἀνακρίσεως. bbox=[716, 1330, 977, 1450]
article-subheading: Τὰ μέτρα τοῦ Ἰατροσυνεδρίου bbox=[452, 598, 675, 614]
article-text: Ὁ ἐνθυμούμενος τὴν ὑπόθεσιν τοῦ κ. Μπουμπάκου ἐκ τῆς Σμύρνης, καὶ τὴν διαρρύθμισίν του μετὰ τοῦ κ. Ἀντωνιάδου διαδέχεται ὅτι αὐτὴ δὲν ἀποτελεῖ ἐντελῶς νέον ἐγκλήματος εἶδος εἰς ἡμᾶς ἐν ἐρημίᾳ. bbox=[997, 1092, 1262, 1160]
article-subheading: Ταξείδιον τοῦ κ. Μουρούζη bbox=[746, 1583, 947, 1599]
article-text: Τραγικὴ αὐτοκτονία ἔλαβε χώραν χθὲς τὴν 6 1/2 μ. μ. εἰς τὴν ἐπὶ τῆς ὁδοῦ Σόλωνος ἀρ. 101 οἰκίαν. Ὁ αὐτοκτονήσας ὀνομάζεται Ν. Νικολαΐδης ἐκ Πηλίου καταγόμενος, ἦτο δὲ ἐτῶν 38. Ἐπὶ μακρὸν χρόνον ὁ Ν. Νικολαΐδης εἶχε καταστήμα ὑφασμάτων ἐν Πειραιεῖ τῆς Πειραιεῖ μετὰ τοῦ θείου του κ. Θεμ. Νικολαΐδου, πρὸ δέκα ὅμως μηνῶν ἦλθεν εἰς Ἀθήνας διαλυθέντος τοῦ καταστήματος. Ἐξ Ἀθήνας ὅμως ἀπὸ 4-5 ἐτῶν εἶχεν ἔλθει καὶ ὁ θεῖος του, ἀποκαταστάθεὶς ἐνταῦθα. Φαίνεται ὅμως ὅτι ἔκτοτε ἤρχισε διαφωνία αὐτὸν μετὰ τοῦ θείου του καὶ ἀνεψιοῦ, καθ᾽ ὅσον ἀφορᾷ τὴν διαχείρισιν καὶ τὰ κέρδη τοῦ καταστήματος. bbox=[1282, 131, 1546, 317]
article-subheading: ΠΛΕΙΟΨΗΦΕΙ Ο ΣΑΡΑΦΩΦ bbox=[762, 130, 930, 143]
article-text: Καὶ ἄλλοι πολλοὶ τίτλοι ἰδιοκτησίας δασῶν ἐνθεσσαλίᾳ ἐξηλέγχθησαν ὡς πλαστοὶ, παρασκευασθέντες ἐν Κωνσταντινουπόλει ἐν ἀκαταστασία τῶν τηρουμένων ἀρχείων. Οἱ νέοι οὗτοι πλαστοὶ τίτλοι ἀφορῶσιν ἰδιοκτησίαν δασῶν ἐν Θεσσαλίᾳ τὴν Ἀγιάν, τὸν Ὄλυμπον καὶ ἀλλαχοῦ. Καὶ ἐνεκρίθησαν ὑπὸ τοῦ Ὑπουργείου τὴν κατάληψιν μετὰ ἀποδείξεις τῆς πλαστότητος τῶν τίτλων. bbox=[431, 1463, 696, 1584]
column-4 bbox=[986, 18, 1271, 2289]
article-text: ΣΟΦΙΑ, 21 Ἰουλίου.—Οἱ ὑπουργοὶ Καραβέλωφ καὶ Πετκόφ ἐπεσκέφθησαν καὶ ὑπεδέχθησαν τὴν ρωσικὴν μοῖραν, ὅταν θὰ καταπλεύσῃ εἰς Βάρναν. bbox=[716, 315, 977, 368]
article-subheading: Ὁ κ. Τσερμακιὰν καὶ ἡ κυρία του.— Μία ἐνσφάλματος συνάντησις εἰς τὸ Ζάππειον.— Ἄλλαι σκηναὶ εἰς τὸν Μέγαν Ἀλέξανδρον bbox=[997, 168, 1262, 230]
news-source: (Ἐθν. Πρ.) bbox=[641, 313, 696, 326]
